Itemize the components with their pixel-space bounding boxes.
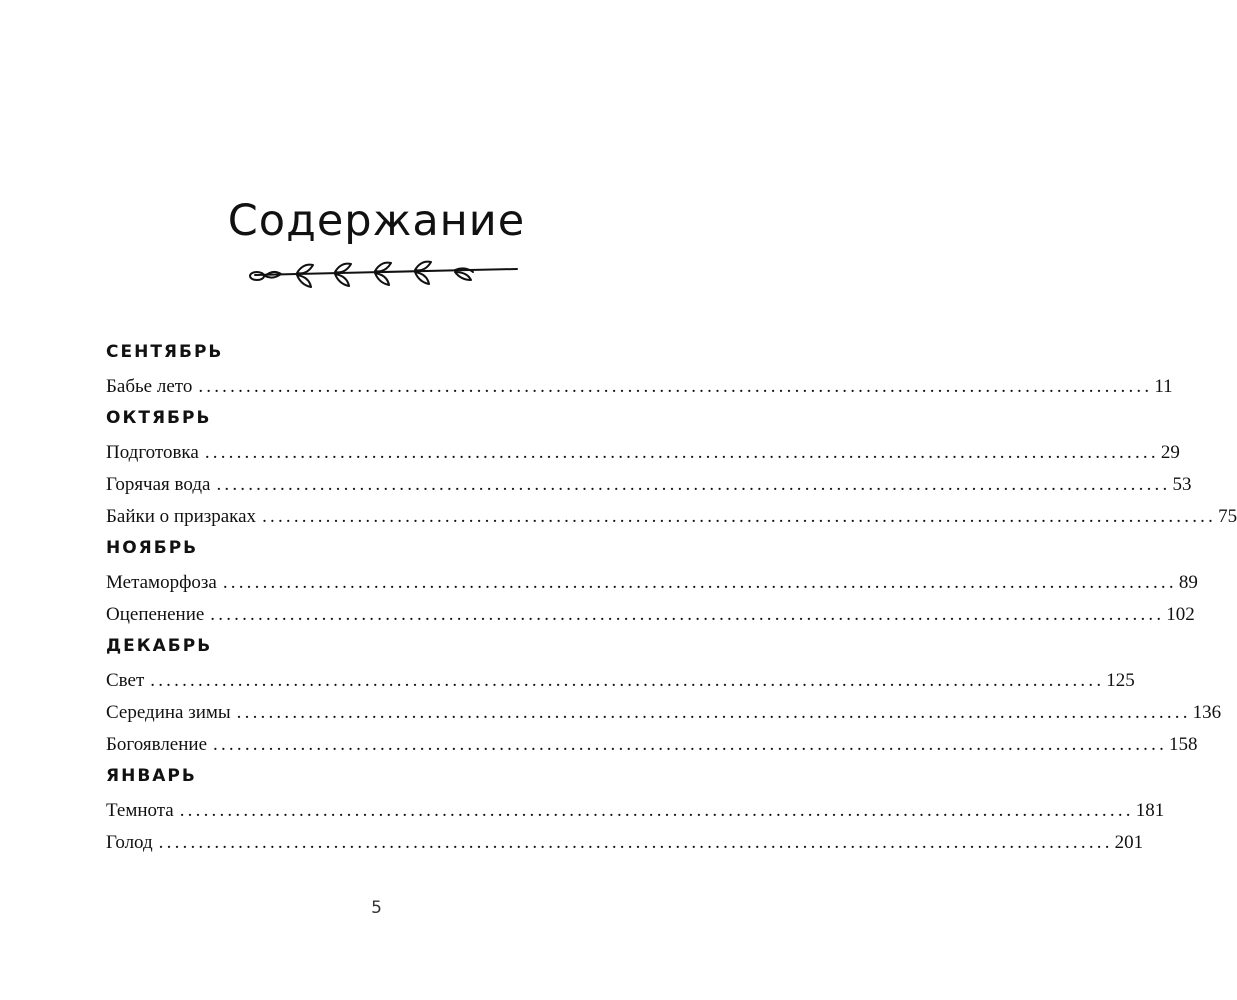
entry-title: Голод — [106, 832, 153, 853]
toc-entry[interactable] — [106, 567, 1198, 599]
dot-leader: ........................................................................................................................ — [213, 734, 1168, 755]
page-title: Содержание — [227, 196, 526, 246]
leaf-branch-icon — [245, 255, 520, 295]
entry-page-number: 11 — [1154, 376, 1173, 397]
month-heading: ЯНВАРЬ — [106, 766, 197, 786]
entry-page-number: 29 — [1160, 442, 1180, 463]
month-heading: НОЯБРЬ — [106, 538, 199, 558]
section-november — [106, 537, 1198, 631]
toc-entry[interactable] — [106, 371, 1173, 403]
dot-leader: ........................................................................................................................ — [262, 506, 1217, 527]
dot-leader: ........................................................................................................................ — [204, 442, 1159, 463]
entry-page-number: 181 — [1135, 800, 1165, 821]
entry-title: Темнота — [106, 800, 174, 821]
entry-title: Середина зимы — [106, 702, 231, 723]
table-of-contents — [106, 337, 1237, 859]
entry-page-number: 75 — [1218, 506, 1237, 527]
month-heading: ОКТЯБРЬ — [106, 408, 212, 428]
toc-entry[interactable] — [106, 827, 1144, 859]
toc-entry[interactable] — [106, 697, 1222, 729]
month-heading: ДЕКАБРЬ — [106, 636, 213, 656]
dot-leader: ........................................................................................................................ — [179, 800, 1134, 821]
entry-title: Бабье лето — [106, 376, 193, 397]
dot-leader: ........................................................................................................................ — [236, 702, 1191, 723]
toc-entry[interactable] — [106, 665, 1135, 697]
toc-entry[interactable] — [106, 795, 1165, 827]
page-number: 5 — [371, 898, 382, 918]
month-heading: СЕНТЯБРЬ — [106, 342, 224, 362]
toc-entry[interactable] — [106, 501, 1237, 533]
entry-page-number: 136 — [1192, 702, 1222, 723]
toc-entry[interactable] — [106, 469, 1192, 501]
entry-page-number: 89 — [1178, 572, 1198, 593]
section-october — [106, 407, 1237, 533]
dot-leader: ........................................................................................................................ — [158, 832, 1113, 853]
entry-page-number: 102 — [1166, 604, 1195, 625]
toc-entry[interactable] — [106, 437, 1180, 469]
entry-title: Оцепенение — [106, 604, 205, 625]
entry-title: Горячая вода — [106, 474, 211, 495]
section-december — [106, 635, 1222, 761]
entry-page-number: 201 — [1114, 832, 1144, 853]
entry-title: Подготовка — [106, 442, 199, 463]
dot-leader: ........................................................................................................................ — [222, 572, 1177, 593]
dot-leader: ........................................................................................................................ — [216, 474, 1171, 495]
entry-title: Богоявление — [106, 734, 208, 755]
entry-title: Свет — [106, 670, 145, 691]
section-september — [106, 341, 1173, 403]
dot-leader: ........................................................................................................................ — [198, 376, 1153, 397]
dot-leader: ........................................................................................................................ — [150, 670, 1105, 691]
entry-title: Метаморфоза — [106, 572, 217, 593]
dot-leader: ........................................................................................................................ — [210, 604, 1165, 625]
entry-page-number: 158 — [1169, 734, 1198, 755]
toc-entry[interactable] — [106, 729, 1198, 761]
entry-title: Байки о призраках — [106, 506, 257, 527]
section-january — [106, 765, 1165, 859]
toc-entry[interactable] — [106, 599, 1195, 631]
entry-page-number: 53 — [1172, 474, 1192, 495]
entry-page-number: 125 — [1106, 670, 1135, 691]
